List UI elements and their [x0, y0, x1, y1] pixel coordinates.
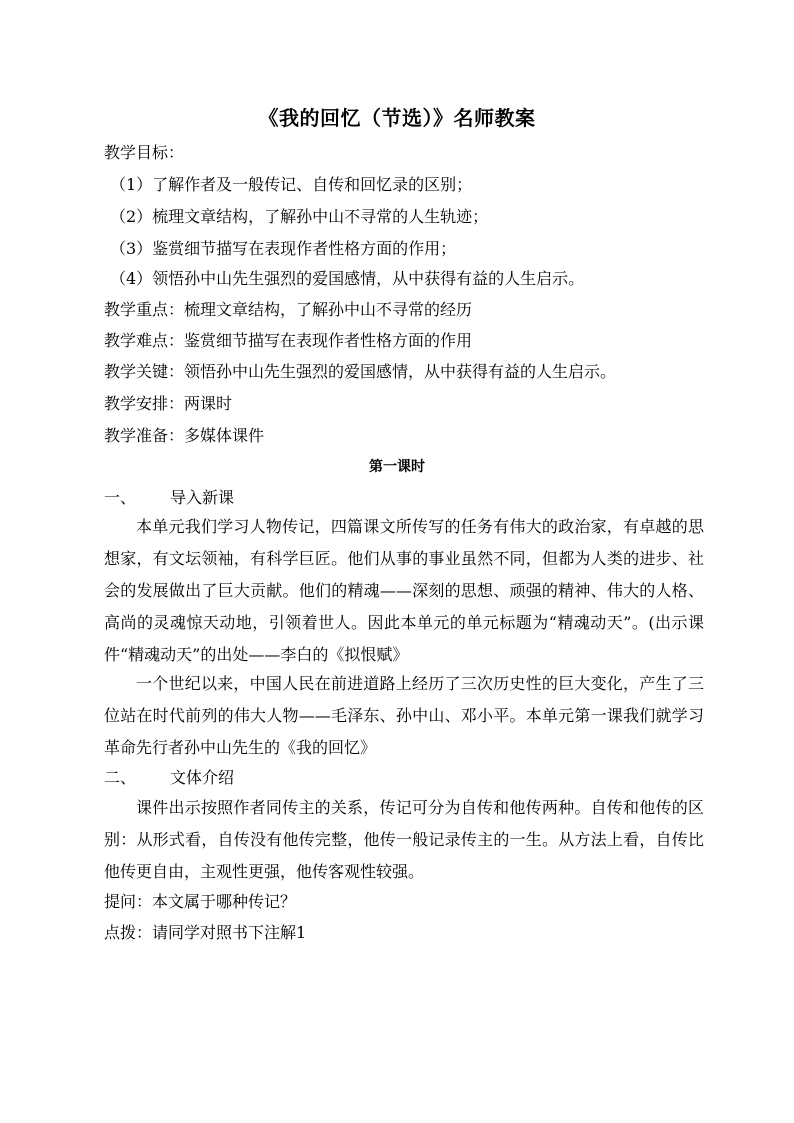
objectives-label: 教学目标： — [104, 143, 185, 162]
teaching-preparation: 教学准备：多媒体课件 — [104, 426, 265, 445]
question-text: 提问：本文属于哪种传记？ — [104, 892, 297, 911]
teaching-difficulty: 教学难点：鉴赏细节描写在表现作者性格方面的作用 — [104, 331, 473, 350]
hint-line: 点拨：请同学对照书下注解1 — [104, 923, 307, 942]
objective-item: （2）梳理文章结构，了解孙中山不寻常的人生轨迹； — [110, 207, 489, 226]
section-title: 导入新课 — [170, 488, 235, 507]
body-paragraph: 本单元我们学习人物传记，四篇课文所传写的任务有伟大的政治家，有卓越的思想家，有文坛领袖，有科学巨匠。他们从事的事业虽然不同，但都为人类的进步、社会的发展做出了巨大贡献。他们的精魂——深刻的思想、顽强的精神、伟大的人格、高尚的灵魂惊天动地，引领着世人。因此本单元的单元标题为“精魂动天”。(出示课件“精魂动天”的出处——李白的《拟恨赋》 — [104, 517, 704, 664]
section-number: 一、 — [104, 488, 137, 507]
section-title: 文体介绍 — [170, 768, 235, 787]
objective-item: （3）鉴赏细节描写在表现作者性格方面的作用； — [110, 239, 457, 258]
body-paragraph: 一个世纪以来，中国人民在前进道路上经历了三次历史性的巨大变化，产生了三位站在时代前列的伟大人物——毛泽东、孙中山、邓小平。本单元第一课我们就学习革命先行者孙中山先生的《我的回忆》 — [104, 674, 704, 757]
question-line — [104, 891, 296, 913]
objective-item: （4）领悟孙中山先生强烈的爱国感情，从中获得有益的人生启示。 — [110, 269, 585, 288]
objective-item: （1）了解作者及一般传记、自传和回忆录的区别； — [110, 175, 473, 194]
teaching-key: 教学关键：领悟孙中山先生强烈的爱国感情，从中获得有益的人生启示。 — [104, 362, 617, 381]
lesson-heading: 第一课时 — [369, 459, 425, 475]
document-title: 《我的回忆（节选）》名师教案 — [258, 106, 536, 130]
section-number: 二、 — [104, 768, 137, 787]
section-heading — [104, 767, 234, 789]
section-heading — [104, 487, 234, 509]
teaching-key-point: 教学重点：梳理文章结构，了解孙中山不寻常的经历 — [104, 300, 473, 319]
body-paragraph: 课件出示按照作者同传主的关系，传记可分为自传和他传两种。自传和他传的区别：从形式看，自传没有他传完整，他传一般记录传主的一生。从方法上看，自传比他传更自由，主观性更强，他传客观性较强。 — [104, 798, 704, 881]
teaching-arrangement: 教学安排：两课时 — [104, 394, 233, 413]
